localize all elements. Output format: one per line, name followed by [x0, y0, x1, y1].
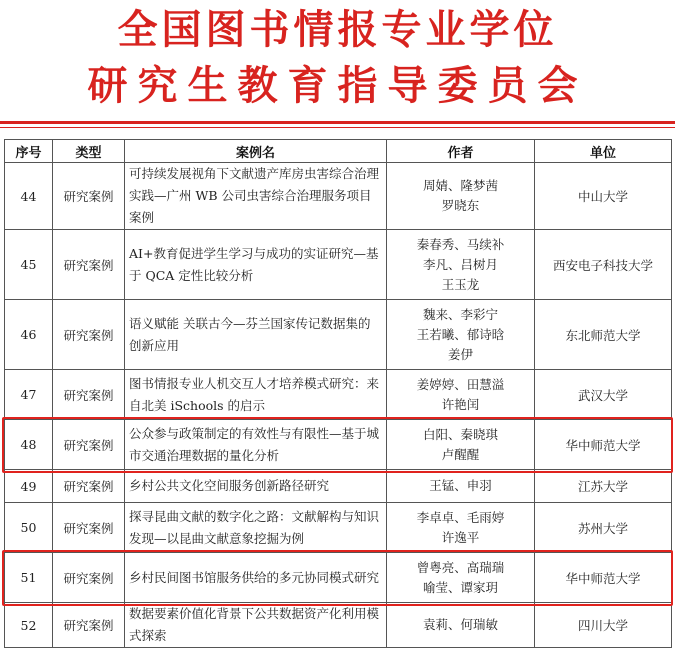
letterhead-title-line-1: 全国图书情报专业学位 [117, 7, 558, 53]
row-unit: 东北师范大学 [535, 300, 672, 370]
row-type: 研究案例 [53, 470, 125, 503]
table-row [5, 470, 672, 503]
row-unit: 西安电子科技大学 [535, 230, 672, 300]
row-case-name: 乡村民间图书馆服务供给的多元协同模式研究 [125, 553, 387, 603]
row-case-name: 探寻昆曲文献的数字化之路：文献解构与知识发现—以昆曲文献意象挖掘为例 [125, 503, 387, 553]
row-case-name: 可持续发展视角下文献遗产库房虫害综合治理实践—广州 WB 公司虫害综合治理服务项目案例 [125, 163, 387, 230]
row-case-name: AI+教育促进学生学习与成功的实证研究—基于 QCA 定性比较分析 [125, 230, 387, 300]
row-type: 研究案例 [53, 300, 125, 370]
row-authors: 白阳、秦晓琪 卢醒醒 [387, 420, 535, 470]
row-type: 研究案例 [53, 420, 125, 470]
row-case-name: 公众参与政策制定的有效性与有限性—基于城市交通治理数据的量化分析 [125, 420, 387, 470]
row-authors: 魏来、李彩宁 王若曦、郁诗晗 姜伊 [387, 300, 535, 370]
row-unit: 苏州大学 [535, 503, 672, 553]
letterhead [0, 0, 675, 118]
case-table [4, 139, 672, 648]
letterhead-rule-thin [0, 127, 675, 128]
row-authors: 王锰、申羽 [387, 470, 535, 503]
row-authors: 李卓卓、毛雨婷 许逸平 [387, 503, 535, 553]
row-case-name: 数据要素价值化背景下公共数据资产化利用模式探索 [125, 603, 387, 648]
row-unit: 武汉大学 [535, 370, 672, 420]
row-authors: 秦春秀、马续补 李凡、吕树月 王玉龙 [387, 230, 535, 300]
column-header-unit: 单位 [535, 140, 672, 163]
row-number: 50 [5, 503, 53, 553]
row-unit: 华中师范大学 [535, 420, 672, 470]
row-type: 研究案例 [53, 163, 125, 230]
row-authors: 姜婷婷、田慧溢 许艳闰 [387, 370, 535, 420]
row-authors: 袁莉、何瑞敏 [387, 603, 535, 648]
row-unit: 华中师范大学 [535, 553, 672, 603]
row-number: 47 [5, 370, 53, 420]
row-number: 49 [5, 470, 53, 503]
table-row [5, 420, 672, 470]
column-header-authors: 作者 [387, 140, 535, 163]
row-case-name: 乡村公共文化空间服务创新路径研究 [125, 470, 387, 503]
row-number: 44 [5, 163, 53, 230]
row-number: 51 [5, 553, 53, 603]
row-case-name: 语义赋能 关联古今—芬兰国家传记数据集的创新应用 [125, 300, 387, 370]
row-type: 研究案例 [53, 370, 125, 420]
row-number: 52 [5, 603, 53, 648]
column-header-type: 类型 [53, 140, 125, 163]
row-type: 研究案例 [53, 603, 125, 648]
row-unit: 江苏大学 [535, 470, 672, 503]
row-unit: 中山大学 [535, 163, 672, 230]
table-row [5, 230, 672, 300]
table-row [5, 370, 672, 420]
row-type: 研究案例 [53, 553, 125, 603]
row-type: 研究案例 [53, 503, 125, 553]
row-type: 研究案例 [53, 230, 125, 300]
row-authors: 曾粤亮、高瑞瑞 喻莹、谭家玥 [387, 553, 535, 603]
table-row [5, 503, 672, 553]
table-row [5, 603, 672, 648]
table-row [5, 553, 672, 603]
letterhead-title-line-2: 研究生教育指导委员会 [87, 63, 588, 109]
row-case-name: 图书情报专业人机交互人才培养模式研究：来自北美 iSchools 的启示 [125, 370, 387, 420]
letterhead-rule-thick [0, 121, 675, 124]
table-row [5, 300, 672, 370]
row-unit: 四川大学 [535, 603, 672, 648]
table-row [5, 163, 672, 230]
row-number: 45 [5, 230, 53, 300]
row-number: 48 [5, 420, 53, 470]
column-header-number: 序号 [5, 140, 53, 163]
table-header-row [5, 140, 672, 163]
row-number: 46 [5, 300, 53, 370]
row-authors: 周婧、隆梦茜 罗晓东 [387, 163, 535, 230]
column-header-case-name: 案例名 [125, 140, 387, 163]
